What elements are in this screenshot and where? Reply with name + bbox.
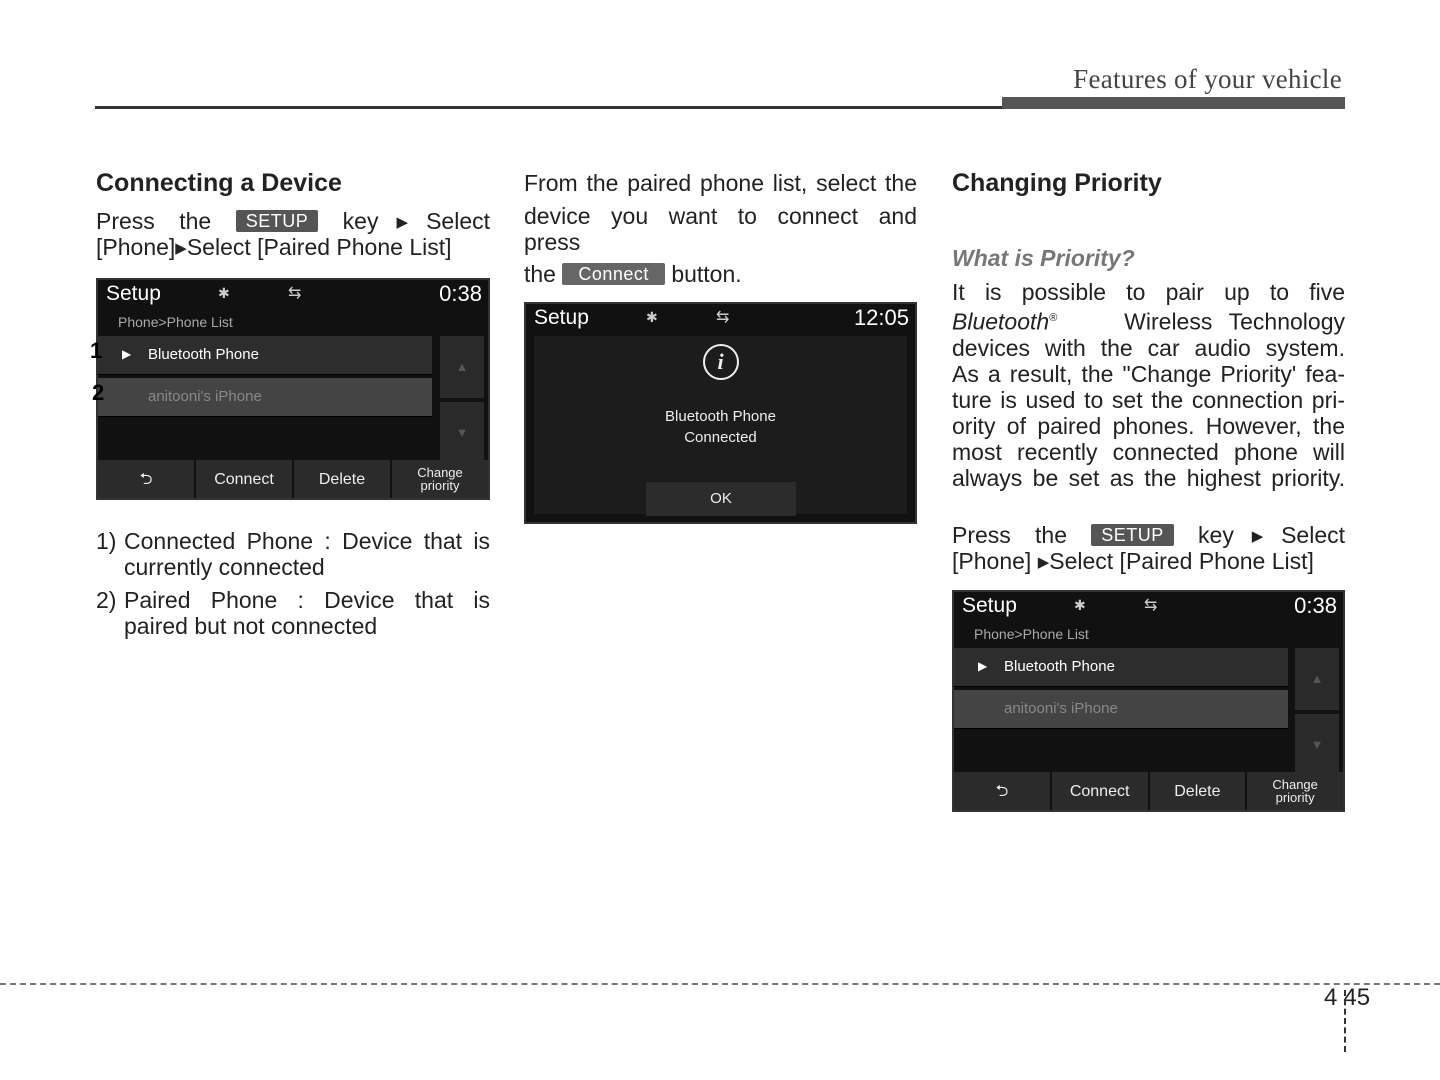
list-item-bluetooth-phone[interactable]: ▶ Bluetooth Phone [98,336,432,375]
list-item-bluetooth-phone[interactable]: ▶ Bluetooth Phone [954,648,1288,687]
left-intro-line2: [Phone]▶Select [Paired Phone List] [96,234,452,260]
middle-line2: device you want to connect and [524,203,917,229]
arrow-right-icon: ▶ [1037,554,1050,571]
list-item-iphone[interactable]: anitooni's iPhone [954,690,1288,729]
delete-button[interactable]: Delete [294,460,390,498]
screen-title: Setup [962,594,1017,617]
delete-button[interactable]: Delete [1150,772,1246,810]
usb-icon: ⇆ [1144,597,1158,614]
connected-arrow-icon: ▶ [122,347,132,361]
running-header: Features of your vehicle [1073,64,1342,94]
usb-icon: ⇆ [716,309,730,326]
screen-title: Setup [534,306,589,329]
screen-clock: 0:38 [439,281,482,306]
page-number-divider [1344,990,1346,1052]
middle-line1: From the paired phone list, select the [524,170,917,196]
scroll-up-button[interactable]: ▲ [1295,648,1339,710]
callout-badge-1: 1 [90,338,103,363]
priority-paragraph: It is possible to pair up to five Bluetooth® Wireless Technology devices with the car audio system. As a result, the "Change Priority' fea- ture is used to set the connection pri- ority of paired phones. However, the most recently connected phone will always be set as the highest priority. [952,279,1345,491]
back-button[interactable]: ⮌ [98,460,194,498]
left-intro-line1: Press the SETUP key▶Select [96,208,491,234]
change-priority-button[interactable]: Change priority [392,460,488,498]
screen-breadcrumb: Phone>Phone List [118,314,233,330]
screen-phone-list-right [952,590,1345,812]
connected-arrow-icon: ▶ [978,659,988,673]
connect-button[interactable]: Connect [196,460,292,498]
subheading-what-is-priority: What is Priority? [952,245,1135,271]
usb-icon: ⇆ [288,285,302,302]
info-icon: i [703,344,739,380]
list-item-iphone[interactable]: anitooni's iPhone [98,378,432,417]
bluetooth-icon: ✱ [646,309,658,325]
scroll-up-button[interactable]: ▲ [440,336,484,398]
screen-connected-popup [524,302,917,524]
setup-key: SETUP [1091,524,1174,546]
note-paired-phone: 2) Paired Phone : Device that is paired but not connected [96,587,490,639]
note-connected-phone: 1) Connected Phone : Device that is currently connected [96,528,490,580]
arrow-right-icon: ▶ [1233,528,1282,545]
middle-line3: press [524,229,581,255]
connect-key: Connect [562,263,665,285]
setup-key: SETUP [236,210,319,232]
scroll-down-button[interactable]: ▼ [1295,714,1339,776]
footer-dashed-rule [0,983,1440,985]
bluetooth-icon: ✱ [1074,597,1086,613]
right-intro-line2: [Phone] ▶Select [Paired Phone List] [952,548,1314,574]
header-accent-bar [1002,97,1345,109]
change-priority-button[interactable]: Change priority [1247,772,1343,810]
right-intro-line1: Press the SETUP key▶Select [952,522,1346,548]
arrow-right-icon: ▶ [175,240,187,257]
screen-clock: 0:38 [1294,593,1337,618]
screen-title: Setup [106,282,161,305]
callout-badge-2: 2 [92,380,105,405]
middle-line4: the Connect button. [524,261,742,287]
page-number: 4 45 [1324,984,1371,1011]
ok-button[interactable]: OK [646,482,796,516]
scroll-down-button[interactable]: ▼ [440,402,484,464]
arrow-right-icon: ▶ [378,214,427,231]
popup-message: Bluetooth Phone Connected [665,408,776,446]
screen-breadcrumb: Phone>Phone List [974,626,1089,642]
screen-phone-list-left [96,278,490,500]
popup-dialog [534,336,907,514]
back-button[interactable]: ⮌ [954,772,1050,810]
connect-button[interactable]: Connect [1052,772,1148,810]
screen-clock: 12:05 [853,305,909,330]
heading-connecting-device: Connecting a Device [96,169,342,197]
heading-changing-priority: Changing Priority [952,169,1162,197]
bluetooth-icon: ✱ [218,285,230,301]
